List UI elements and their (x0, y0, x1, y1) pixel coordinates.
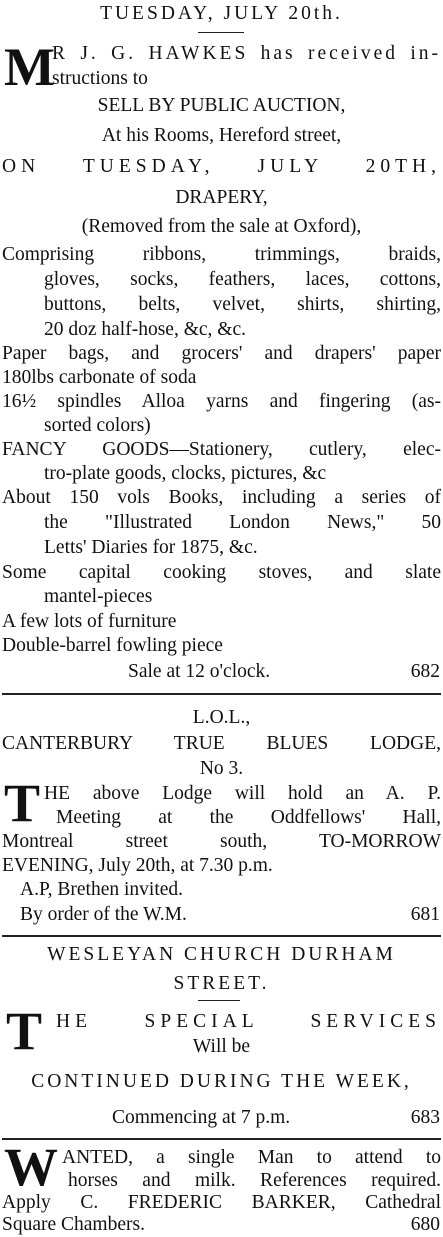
divider (198, 1000, 240, 1001)
ad-text-line: By order of the W.M. (20, 904, 187, 925)
sale-time: Sale at 12 o'clock. (128, 661, 271, 682)
ad-text-line: Paper bags, and grocers' and drapers' paper (2, 343, 441, 364)
ad-text-line: Meeting at the Oddfellows' Hall, (56, 807, 441, 828)
ad-heading: HE SPECIAL SERVICES (56, 1011, 441, 1032)
ad-heading: ON TUESDAY, JULY 20TH, (2, 156, 441, 177)
ad-heading: CANTERBURY TRUE BLUES LODGE, (2, 733, 441, 754)
ad-text-line: sorted colors) (44, 415, 151, 436)
ad-text-line: structions to (52, 68, 148, 89)
ad-heading: DRAPERY, (175, 187, 268, 208)
ad-heading: No 3. (199, 758, 244, 779)
ad-text-line: horses and milk. References required. (68, 1170, 441, 1191)
ad-text-line: Comprising ribbons, trimmings, braids, (2, 244, 441, 265)
ad-text-line: mantel-pieces (44, 586, 153, 607)
ad-text-line: Some capital cooking stoves, and slate (2, 562, 441, 583)
ad-number: 681 (410, 904, 440, 925)
ad-text-line: Letts' Diaries for 1875, &c. (44, 537, 258, 558)
ad-text-line: (Removed from the sale at Oxford), (81, 216, 362, 237)
ad-text-line: tro-plate goods, clocks, pictures, &c (44, 463, 327, 484)
ad-number: 680 (410, 1214, 440, 1235)
drop-cap: T (4, 773, 41, 833)
ad-text-line: Will be (192, 1036, 251, 1057)
ad-heading: CONTINUED DURING THE WEEK, (31, 1071, 412, 1092)
ad-separator (2, 935, 441, 937)
ad-text-line: 180lbs carbonate of soda (2, 367, 197, 388)
ad-text-line: FANCY GOODS—Stationery, cutlery, elec- (2, 439, 441, 460)
ad-text-line: Double-barrel fowling piece (2, 635, 223, 656)
ad-text-line: gloves, socks, feathers, laces, cottons, (44, 269, 441, 290)
divider (198, 32, 244, 33)
ad-heading: STREET. (173, 973, 270, 994)
ad-text-line: HE above Lodge will hold an A. P. (44, 783, 441, 804)
ad-number: 682 (410, 661, 440, 682)
ad-separator (2, 693, 441, 695)
ad-text-line: A.P, Brethen invited. (20, 879, 184, 900)
ad-heading: SELL BY PUBLIC AUCTION, (97, 95, 346, 116)
ad-text-line: About 150 vols Books, including a series of (2, 487, 441, 508)
ad-text-line: ANTED, a single Man to attend to (62, 1147, 441, 1168)
ad-separator (2, 1138, 441, 1140)
ad-text-line: R J. G. HAWKES has received in- (52, 43, 441, 64)
ad-text-line: Commencing at 7 p.m. (112, 1107, 291, 1128)
ad-text-line: At his Rooms, Hereford street, (101, 125, 342, 146)
ad-text-line: 16½ spindles Alloa yarns and fingering (as- (2, 391, 441, 412)
drop-cap: M (4, 37, 55, 97)
drop-cap: T (6, 1001, 43, 1061)
ad-heading: L.O.L., (192, 707, 251, 728)
ad-number: 683 (410, 1107, 440, 1128)
drop-cap: W (4, 1137, 58, 1197)
ad-text-line: Apply C. FREDERIC BARKER, Cathedral (2, 1192, 441, 1213)
ad-text-line: the "Illustrated London News," 50 (44, 512, 441, 533)
ad-text-line: buttons, belts, velvet, shirts, shirting, (44, 294, 441, 315)
ad-text-line: A few lots of furniture (2, 611, 177, 632)
ad-text-line: EVENING, July 20th, at 7.30 p.m. (2, 855, 273, 876)
ad-text-line: 20 doz half-hose, &c, &c. (44, 319, 246, 340)
ad-text-line: Montreal street south, TO-MORROW (2, 831, 441, 852)
ad-text-line: Square Chambers. (2, 1214, 145, 1235)
ad-heading: WESLEYAN CHURCH DURHAM (47, 944, 396, 965)
date-heading: TUESDAY, JULY 20th. (100, 3, 343, 24)
